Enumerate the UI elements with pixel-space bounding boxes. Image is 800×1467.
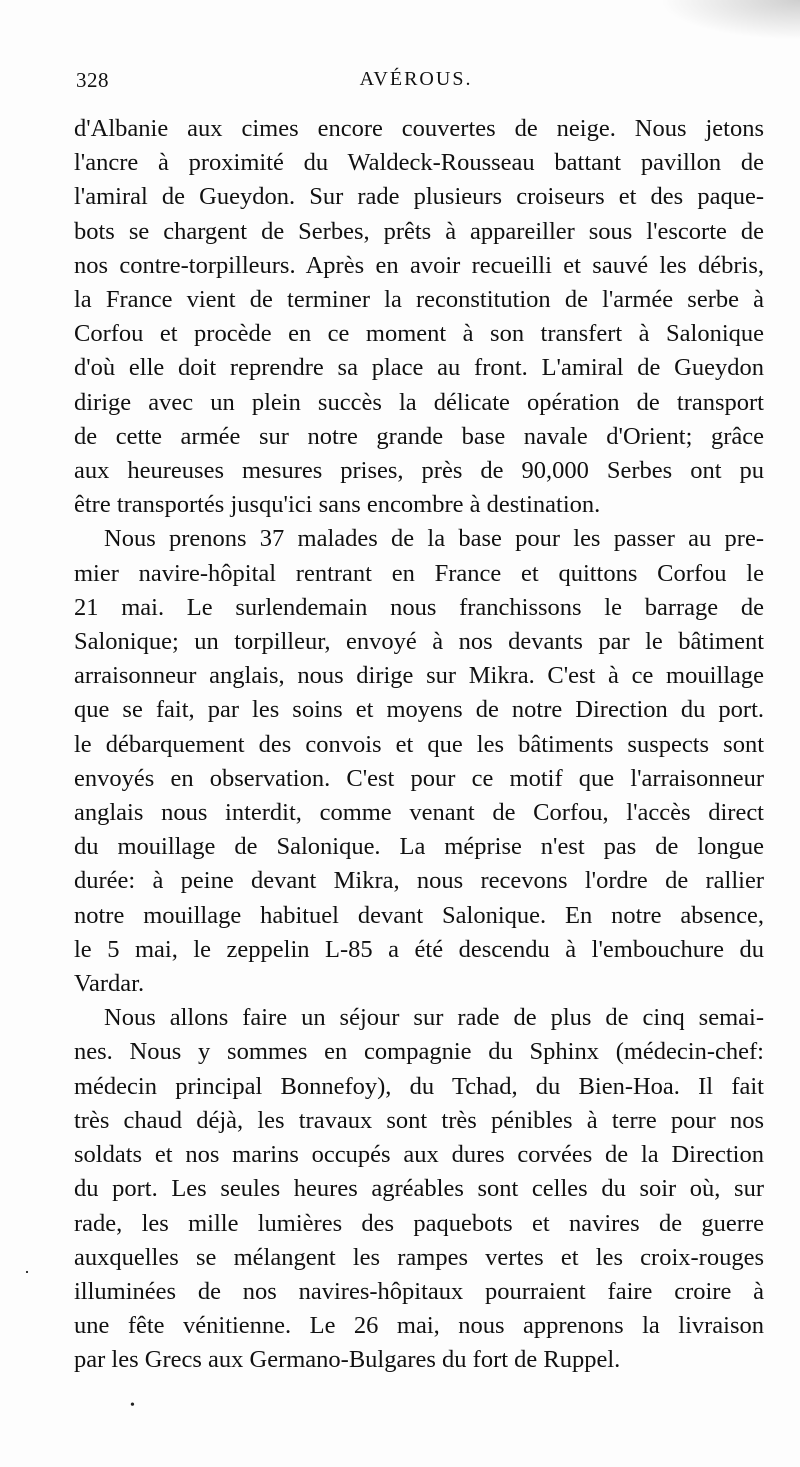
scan-edge-noise	[660, 0, 800, 40]
running-head: AVÉROUS.	[359, 68, 473, 90]
text-line: l'amiral de Gueydon. Sur rade plusieurs croiseurs et des paque-	[74, 183, 764, 211]
page-number: 328	[76, 68, 109, 92]
text-line: très chaud déjà, les travaux sont très pénibles à terre pour nos	[74, 1106, 764, 1134]
text-line: la France vient de terminer la reconstitution de l'armée serbe à	[74, 286, 764, 314]
text-line: 21 mai. Le surlendemain nous franchissons le barrage de	[74, 593, 764, 621]
text-line: illuminées de nos navires-hôpitaux pourraient faire croire à	[74, 1277, 764, 1305]
text-line: envoyés en observation. C'est pour ce motif que l'arraisonneur	[74, 764, 764, 792]
text-line: soldats et nos marins occupés aux dures corvées de la Direction	[74, 1141, 764, 1169]
text-line: auxquelles se mélangent les rampes vertes et les croix-rouges	[74, 1243, 764, 1271]
paragraph	[74, 1001, 764, 1377]
text-line: anglais nous interdit, comme venant de Corfou, l'accès direct	[74, 799, 764, 827]
text-line: Salonique; un torpilleur, envoyé à nos devants par le bâtiment	[74, 628, 764, 656]
text-line: d'Albanie aux cimes encore couvertes de neige. Nous jetons	[74, 115, 764, 142]
text-line: bots se chargent de Serbes, prêts à appareiller sous l'escorte de	[74, 217, 764, 245]
page-header	[76, 68, 756, 102]
text-line: arraisonneur anglais, nous dirige sur Mikra. C'est à ce mouillage	[74, 662, 764, 690]
text-line: notre mouillage habituel devant Salonique. En notre absence,	[74, 901, 764, 929]
paragraph	[74, 112, 764, 522]
text-line: Corfou et procède en ce moment à son transfert à Salonique	[74, 320, 764, 348]
paragraph	[74, 522, 764, 1001]
text-line: rade, les mille lumières des paquebots et navires de guerre	[74, 1209, 764, 1237]
text-line: de cette armée sur notre grande base navale d'Orient; grâce	[74, 422, 764, 450]
text-line: que se fait, par les soins et moyens de notre Direction du port.	[74, 696, 764, 724]
ink-speck: •	[130, 1398, 135, 1413]
text-line: dirige avec un plein succès la délicate opération de transport	[74, 388, 764, 416]
text-line: le débarquement des convois et que les bâtiments suspects sont	[74, 730, 764, 758]
text-line: du mouillage de Salonique. La méprise n'est pas de longue	[74, 833, 764, 861]
text-line: durée: à peine devant Mikra, nous recevons l'ordre de rallier	[74, 867, 764, 895]
body-text	[74, 112, 764, 1378]
text-line: du port. Les seules heures agréables sont celles du soir où, sur	[74, 1175, 764, 1203]
text-line: le 5 mai, le zeppelin L-85 a été descendu à l'embouchure du	[74, 935, 764, 963]
text-line: mier navire-hôpital rentrant en France et quittons Corfou le	[74, 559, 764, 587]
text-line: Vardar.	[74, 970, 145, 998]
text-line: par les Grecs aux Germano-Bulgares du fort de Ruppel.	[74, 1346, 621, 1374]
text-line: être transportés jusqu'ici sans encombre à destination.	[74, 491, 601, 519]
margin-mark: ·	[24, 1262, 30, 1282]
text-line: nos contre-torpilleurs. Après en avoir recueilli et sauvé les débris,	[74, 251, 764, 279]
text-line: aux heureuses mesures prises, près de 90,000 Serbes ont pu	[74, 457, 764, 485]
text-line: l'ancre à proximité du Waldeck-Rousseau battant pavillon de	[74, 149, 764, 177]
text-line: Nous allons faire un séjour sur rade de plus de cinq semai-	[104, 1004, 764, 1032]
text-line: médecin principal Bonnefoy), du Tchad, du Bien-Hoa. Il fait	[74, 1072, 764, 1100]
text-line: une fête vénitienne. Le 26 mai, nous apprenons la livraison	[74, 1312, 764, 1340]
text-line: nes. Nous y sommes en compagnie du Sphinx (médecin-chef:	[74, 1038, 764, 1066]
text-line: Nous prenons 37 malades de la base pour les passer au pre-	[104, 525, 764, 553]
text-line: d'où elle doit reprendre sa place au front. L'amiral de Gueydon	[74, 354, 764, 382]
